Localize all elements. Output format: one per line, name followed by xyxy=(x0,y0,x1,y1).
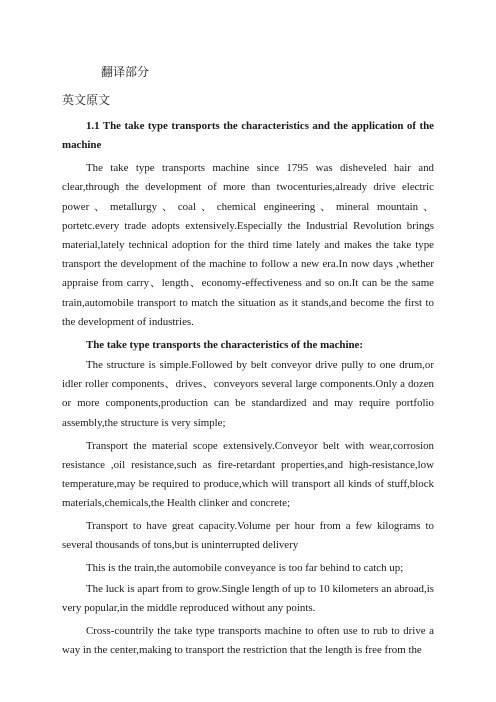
subsection-label: 英文原文 xyxy=(62,93,111,107)
section-label: 翻译部分 xyxy=(101,65,150,79)
paragraph-cross-country: Cross-countrily the take type transports machine to often use to rub to drive a way in the center,making to transport the restriction that the length is free from the xyxy=(62,624,434,657)
paragraph-conveyance: This is the train,the automobile conveyance is too far behind to catch up; xyxy=(85,562,404,575)
document-body xyxy=(62,117,434,664)
paragraph-length: The luck is apart from to grow.Single length of up to 10 kilometers an abroad,is very popular,in the middle reproduced without any points. xyxy=(62,582,434,614)
paragraph-structure: The structure is simple.Followed by belt conveyor drive pully to one drum,or idler roller components、drives、conveyors several large components.Only a dozen or more components,production can be standardized and may require portfolio assembly,the structure is very simple; xyxy=(62,359,434,429)
document-heading: 1.1 The take type transports the characteristics and the application of the machine xyxy=(62,120,434,152)
paragraph-capacity: Transport to have great capacity.Volume per hour from a few kilograms to several thousands of tons,but is uninterrupted delivery xyxy=(62,520,434,552)
paragraph-material-scope: Transport the material scope extensively.Conveyor belt with wear,corrosion resistance ,oil resistance,such as fire-retardant properties,and high-resistance,low temperature,may be required to produce,which will transport all kinds of stuff,block materials,chemicals,the Health clinker and concrete; xyxy=(62,439,434,510)
paragraph-history: The take type transports machine since 1795 was disheveled hair and clear,through the development of more than twocenturies,already drive electric power、metallurgy、coal、chemical engineering、mineral mountain、portetc.every trade adopts extensively.Especially the Industrial Revolution brings material,lately technical adoption for the third time lately and makes the take type transport the development of the machine to follow a new era.In now days ,whether appraise from carry、length、economy-effectiveness and so on.It can be the same train,automobile transport to match the situation as it stands,and become the first to the development of industries. xyxy=(62,162,434,328)
characteristics-subheading: The take type transports the characteristics of the machine: xyxy=(85,338,364,351)
